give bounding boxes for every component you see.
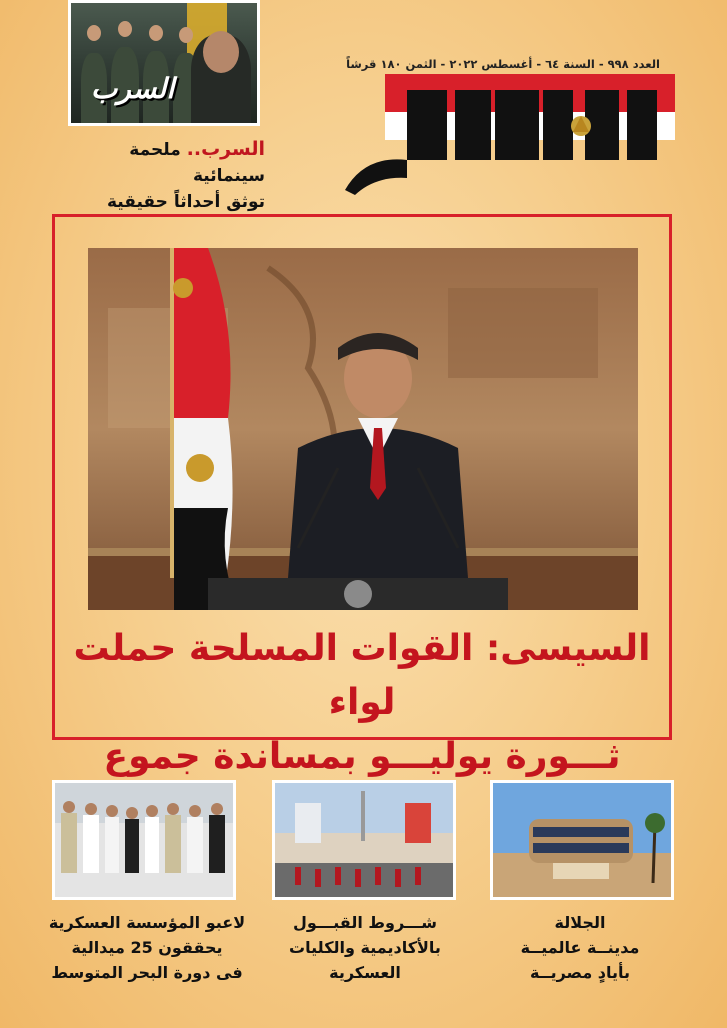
masthead-logo <box>345 60 675 195</box>
card-galala-text[interactable] <box>480 910 680 985</box>
feature-headline-line1: السيسى: القوات المسلحة حملت لواء <box>73 628 651 723</box>
promo-image <box>71 3 257 123</box>
card-athletes-line2: يحققون 25 ميدالية <box>71 938 223 957</box>
promo-thumbnail[interactable] <box>68 0 260 126</box>
card-galala-photo[interactable] <box>490 780 674 900</box>
promo-title-line1: ملحمة سينمائية <box>129 140 265 186</box>
card-admission-line2: بالأكاديمية والكليات <box>289 938 441 957</box>
card-admission-photo[interactable] <box>272 780 456 900</box>
card-athletes-line3: فى دورة البحر المتوسط <box>51 963 243 982</box>
promo-title-accent: السرب.. <box>186 138 265 160</box>
card-athletes-line1: لاعبو المؤسسة العسكرية <box>48 913 246 932</box>
issue-line: العدد ٩٩٨ - السنة ٦٤ - أغسطس ٢٠٢٢ - الثمن ١٨٠ قرشاً <box>346 57 660 71</box>
card-athletes-text[interactable] <box>42 910 252 985</box>
card-galala-line3: بأيادٍ مصريــة <box>529 963 631 982</box>
promo-logo: السرب <box>91 72 175 105</box>
promo-title[interactable] <box>80 136 265 215</box>
card-galala-line1: الجلالة <box>554 913 606 932</box>
card-galala-line2: مدينــة عالميــة <box>520 938 640 957</box>
card-athletes-photo[interactable] <box>52 780 236 900</box>
card-admission-line3: العسكرية <box>329 963 401 982</box>
promo-title-line2: توثق أحداثاً حقيقية <box>107 192 265 212</box>
card-admission-line1: شـــروط القبـــول <box>292 913 438 932</box>
feature-headline-line2: ثـــورة يوليـــو بمساندة جموع <box>103 736 621 777</box>
card-admission-text[interactable] <box>265 910 465 985</box>
feature-photo[interactable] <box>88 248 638 610</box>
